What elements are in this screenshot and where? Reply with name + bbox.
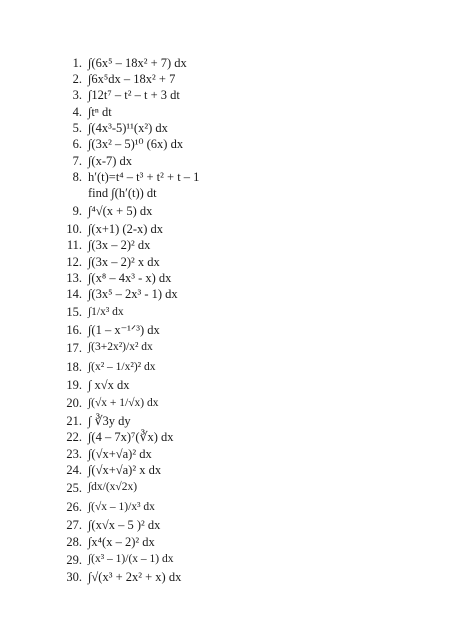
problem-19 <box>60 377 440 393</box>
problem-8 <box>60 169 440 185</box>
problem-number: 21. <box>66 414 82 429</box>
problem-28 <box>60 534 440 550</box>
problem-7 <box>60 153 440 169</box>
problem-expression: ∫(3x⁵ – 2x³ - 1) dx <box>88 287 178 302</box>
problem-number: 30. <box>66 570 82 585</box>
problem-30 <box>60 570 440 586</box>
problem-number: 3. <box>72 88 82 103</box>
problem-expression: ∫12t⁷ – t² – t + 3 dt <box>88 88 180 103</box>
problem-29 <box>60 550 440 570</box>
problem-subexpression: find ∫(h′(t)) dt <box>88 186 157 201</box>
problem-expression: ∫tⁿ dt <box>88 104 112 119</box>
problem-number: 5. <box>72 121 82 136</box>
problem-15 <box>60 303 440 323</box>
problem-5 <box>60 120 440 136</box>
problem-number: 10. <box>66 222 82 237</box>
problem-expression: ∫ ∛3y dy <box>88 414 131 429</box>
problem-21 <box>60 413 440 429</box>
problem-expression: h′(t)=t⁴ – t³ + t² + t – 1 <box>88 169 200 184</box>
problem-expression: ∫(x² – 1/x²)² dx <box>88 360 156 373</box>
problem-9 <box>60 202 440 222</box>
problem-expression: ∫6x⁵dx – 18x² + 7 <box>88 72 176 87</box>
problem-number: 4. <box>72 104 82 119</box>
problem-23 <box>60 446 440 462</box>
problem-expression: ∫(x-7) dx <box>88 153 133 168</box>
problem-number: 7. <box>72 153 82 168</box>
problem-number: 17. <box>66 340 82 355</box>
problem-number: 12. <box>66 254 82 269</box>
problem-20 <box>60 394 440 414</box>
problem-expression: ∫(√x+√a)² dx <box>88 446 152 461</box>
problem-number: 8. <box>72 169 82 184</box>
problem-number: 24. <box>66 463 82 478</box>
problem-3 <box>60 88 440 104</box>
problem-number: 20. <box>66 396 82 411</box>
problem-number: 9. <box>72 204 82 219</box>
problem-10 <box>60 221 440 237</box>
problem-expression: ∫x⁴(x – 2)² dx <box>88 534 155 549</box>
problem-number: 28. <box>66 534 82 549</box>
problem-expression: ∫(x⁸ – 4x³ - x) dx <box>88 270 172 285</box>
problem-expression: ∫1/x³ dx <box>88 305 124 318</box>
problem-number: 11. <box>66 238 82 253</box>
problem-expression: ∫√(x³ + 2x² + x) dx <box>88 570 182 585</box>
problem-number: 16. <box>66 323 82 338</box>
problem-expression: ∫(4x³-5)¹¹(x²) dx <box>88 121 168 136</box>
problem-expression: ∫ x√x dx <box>88 378 130 393</box>
problem-4 <box>60 104 440 120</box>
problem-24 <box>60 462 440 478</box>
problem-expression: ∫(3x² – 5)¹⁰ (6x) dx <box>88 137 184 152</box>
problem-number: 27. <box>66 518 82 533</box>
problem-13 <box>60 270 440 286</box>
problem-25 <box>60 478 440 498</box>
problem-22 <box>60 430 440 446</box>
problem-12 <box>60 254 440 270</box>
problem-number: 29. <box>66 552 82 567</box>
problem-expression: ∫⁴√(x + 5) dx <box>88 204 153 219</box>
problem-16 <box>60 322 440 338</box>
problem-list <box>60 55 440 586</box>
problem-11 <box>60 237 440 253</box>
problem-number: 6. <box>72 137 82 152</box>
problem-number: 2. <box>72 72 82 87</box>
problem-number: 13. <box>66 270 82 285</box>
problem-expression: ∫dx/(x√2x) <box>88 481 138 494</box>
problem-2 <box>60 71 440 87</box>
problem-expression: ∫(3+2x²)/x² dx <box>88 341 153 354</box>
problem-expression: ∫(x³ – 1)/(x – 1) dx <box>88 553 174 566</box>
problem-26 <box>60 498 440 518</box>
problem-8-subline <box>60 185 440 201</box>
problem-number: 15. <box>66 305 82 320</box>
problem-number: 26. <box>66 500 82 515</box>
problem-number: 22. <box>66 430 82 445</box>
problem-number: 23. <box>66 446 82 461</box>
problem-expression: ∫(x√x – 5 )² dx <box>88 518 161 533</box>
problem-expression: ∫(√x – 1)/x³ dx <box>88 500 155 513</box>
problem-27 <box>60 517 440 533</box>
problem-expression: ∫(3x – 2)² dx <box>88 238 151 253</box>
problem-number: 19. <box>66 378 82 393</box>
problem-18 <box>60 358 440 378</box>
problem-expression: ∫(√x + 1/√x) dx <box>88 396 159 409</box>
problem-expression: ∫(4 – 7x)⁷(∛x) dx <box>88 430 174 445</box>
problem-number: 14. <box>66 287 82 302</box>
problem-expression: ∫(x+1) (2-x) dx <box>88 222 164 237</box>
problem-expression: ∫(√x+√a)² x dx <box>88 463 162 478</box>
problem-number: 25. <box>66 480 82 495</box>
problem-1 <box>60 55 440 71</box>
problem-expression: ∫(6x⁵ – 18x² + 7) dx <box>88 55 187 70</box>
problem-number: 18. <box>66 360 82 375</box>
problem-14 <box>60 286 440 302</box>
problem-expression: ∫(3x – 2)² x dx <box>88 254 160 269</box>
problem-6 <box>60 136 440 152</box>
problem-expression: ∫(1 – x⁻¹ᐟ³) dx <box>88 323 160 338</box>
problem-17 <box>60 338 440 358</box>
problem-number: 1. <box>72 55 82 70</box>
